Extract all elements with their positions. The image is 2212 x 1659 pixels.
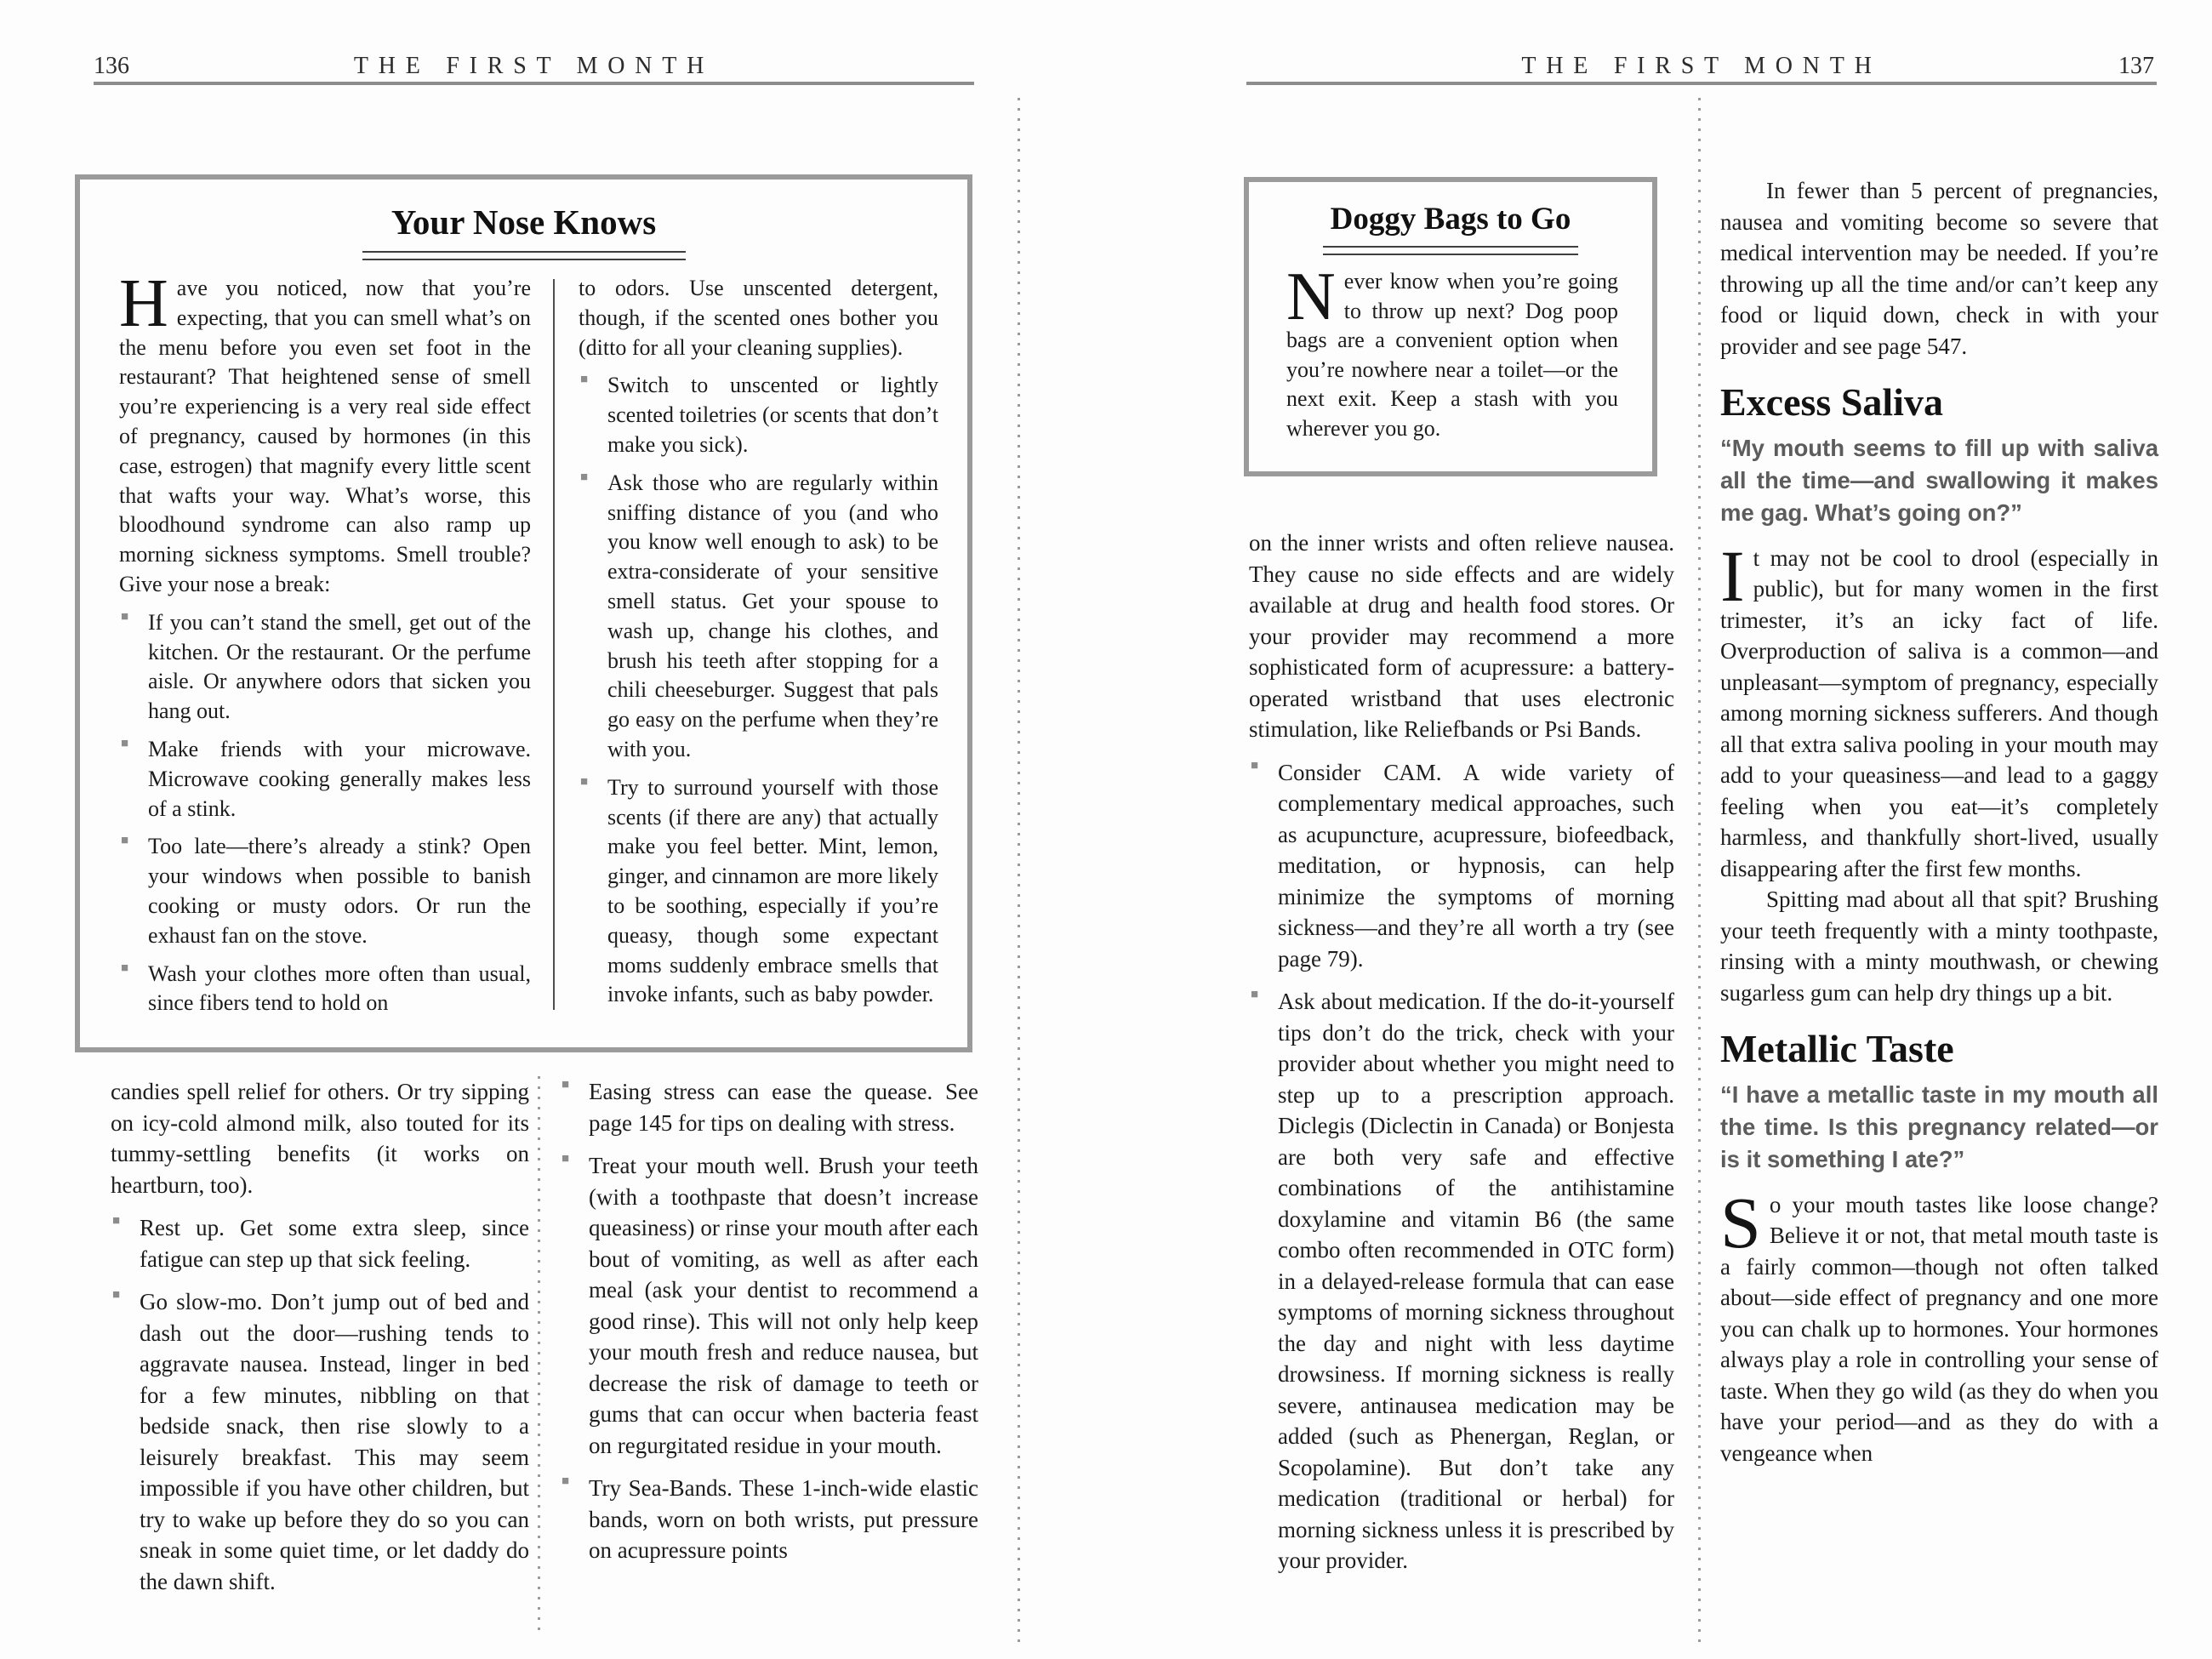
tip-box-your-nose-knows [75,174,972,1052]
page-number-left: 136 [94,53,129,79]
bullet-text: Wash your clothes more often than usual, since fibers tend to hold on [148,961,531,1016]
paragraph [119,266,531,600]
tip-box-column-2 [555,274,938,1018]
tip-box-title: Your Nose Knows [391,202,657,242]
paragraph [1720,175,2158,362]
tip-box-body [1249,255,1652,443]
drop-cap: S [1720,1181,1761,1263]
paragraph-text: o your mouth tastes like loose change? Believe it or not, that metal mouth taste is a fairly common—though not often talked about—side effect of pregnancy and one more you can chalk up to hormones. Your hormones always play a role in controlling your sense of taste. When they go wild (as they do when you have your period—and as they do with a vengeance when [1720,1191,2158,1466]
tip-box-title-underline [362,251,686,260]
header-rule-left [94,82,974,85]
page-number-right: 137 [2118,53,2154,79]
bullet-item [1249,757,1674,975]
tip-box-column-1 [119,266,531,1018]
bullet-item [579,371,938,459]
left-page-column-1 [111,1076,529,1597]
bullet-continuation [1249,527,1674,745]
left-page-column-2 [560,1076,978,1566]
bullet-text: Rest up. Get some extra sleep, since fatigue can step up that sick feeling. [140,1215,529,1272]
tip-box-doggy-bags-to-go [1244,177,1657,476]
drop-cap: I [1720,534,1745,617]
bullet-text: Go slow-mo. Don’t jump out of bed and dash out the door—rushing tends to aggravate nausea. Instead, linger in bed for a few minutes, nibbling on that bedside snack, then rise slowly to a leisurely breakfast. This may seem impossible if you have other children, but try to wake up before they do so you can sneak in some quiet time, or let daddy do the dawn shift. [140,1289,529,1594]
bullet-text: Treat your mouth well. Brush your teeth (with a toothpaste that doesn’t increase queasiness) or rinse your mouth after each bout of vomiting, as well as after each meal (ask your dentist to recommend a good rinse). This will not only help keep your mouth fresh and reduce nausea, but decrease the risk of damage to teeth or gums that can occur when bacteria feast on regurgitated residue in your mouth. [589,1153,978,1458]
column-divider-dotted-right-page [1698,98,1701,1642]
bullet-item [119,960,531,1019]
paragraph [1720,1181,2158,1469]
paragraph [1286,259,1618,443]
paragraph-text: candies spell relief for others. Or try sipping on icy-cold almond milk, also touted for its tummy-settling benefits (it works on heartburn, too). [111,1079,529,1198]
paragraph [1720,534,2158,885]
bullet-item [111,1212,529,1274]
bullet-item [119,832,531,950]
bullet-item [560,1150,978,1461]
bullet-text: Switch to unscented or lightly scented toiletries (or scents that don’t make you sick). [607,373,938,457]
section-heading-metallic-taste: Metallic Taste [1720,1027,1954,1070]
running-head-right: THE FIRST MONTH [1521,53,1882,79]
bullet-item [579,773,938,1010]
paragraph-text: on the inner wrists and often relieve nausea. They cause no side effects and are widely available at drug and health food stores. Or your provider may recommend a more sophisticated form of acupressure: a battery-operated wristband that uses electronic stimulation, like Reliefbands or Psi Bands. [1249,530,1674,742]
page-gutter-divider-dotted [1018,98,1020,1642]
bullet-text: Too late—there’s already a stink? Open your windows when possible to banish cooking or musty odors. Or run the exhaust fan on the stove. [148,834,531,948]
section-heading-excess-saliva: Excess Saliva [1720,380,1943,424]
bullet-text: Consider CAM. A wide variety of complementary medical approaches, such as acupuncture, acupressure, biofeedback, meditation, or hypnosis, can help minimize the symptoms of morning sickness—and they’re all worth a try (see page 79). [1278,759,1674,972]
bullet-text: Ask about medication. If the do-it-yourself tips don’t do the trick, check with your provider about whether you might need to step up to a prescription approach. Diclegis (Diclectin in Canada) or Bonjesta are both very safe and effective combinations of the antihistamine doxylamine and vitamin B6 (the same combo often recommended in OTC form) in a delayed-release formula that can ease symptoms of morning sickness throughout the day and night with less daytime drowsiness. If morning sickness is really severe, antinausea medication may be added (such as Phenergan, Reglan, or Scopolamine). But don’t take any medication (traditional or herbal) for morning sickness unless it is prescribed by your provider. [1278,989,1674,1573]
paragraph-text: t may not be cool to drool (especially in public), but for many women in the first trimester, it’s an icky fact of life. Overproduction of saliva is a common—and unpleasant—symptom of pregnancy, especially among morning sickness sufferers. And though all that extra saliva pooling in your mouth may add to your queasiness—and lead to a gaggy feeling when you eat—it’s completely harmless, and thankfully short-lived, usually disappearing after the first few months. [1720,544,2158,881]
bullet-item [560,1473,978,1566]
header-rule-right [1246,82,2157,85]
running-head-left: THE FIRST MONTH [353,53,715,79]
reader-question: “I have a metallic taste in my mouth all the time. Is this pregnancy related—or is it something I ate?” [1720,1080,2158,1172]
bullet-continuation [111,1076,529,1200]
bullet-item [579,469,938,765]
right-page-column-1 [1249,527,1674,1576]
drop-cap: N [1286,259,1336,334]
paragraph-text: Spitting mad about all that spit? Brushing your teeth frequently with a minty toothpaste, rinsing with a minty mouthwash, or chewing sugarless gum can help dry things up a bit. [1720,887,2158,1006]
tip-box-title: Doggy Bags to Go [1330,202,1571,237]
bullet-item [560,1076,978,1138]
bullet-text: Ask those who are regularly within sniffing distance of you (and who you know well enough to ask) to be extra-considerate of your sensitive smell status. Get your spouse to wash up, change his clothes, and brush his teeth after stopping for a chili cheeseburger. Suggest that pals go easy on the perfume when they’re with you. [607,470,938,761]
bullet-text: Easing stress can ease the quease. See page 145 for tips on dealing with stress. [589,1079,978,1136]
paragraph-text: to odors. Use unscented detergent, though, if the scented ones bother you (ditto for all your cleaning supplies). [579,276,938,360]
column-divider-dotted-left-page [538,1076,540,1638]
bullet-item [119,735,531,824]
tip-box-title-underline [1323,246,1578,255]
bullet-continuation [579,274,938,362]
bullet-text: Try Sea-Bands. These 1-inch-wide elastic bands, worn on both wrists, put pressure on acupressure points [589,1475,978,1563]
drop-cap: H [119,266,168,341]
reader-question: “My mouth seems to fill up with saliva all the time—and swallowing it makes me gag. What’s going on?” [1720,434,2158,526]
paragraph [1720,884,2158,1008]
bullet-text: Make friends with your microwave. Microwave cooking generally makes less of a stink. [148,736,531,821]
paragraph-text: In fewer than 5 percent of pregnancies, nausea and vomiting become so severe that medical intervention may be needed. If you’re throwing up all the time and/or can’t keep any food or liquid down, check in with your provider and see page 547. [1720,178,2158,359]
bullet-text: If you can’t stand the smell, get out of the kitchen. Or the restaurant. Or the perfume aisle. Or anywhere odors that sicken you hang out. [148,609,531,724]
paragraph-text: ave you noticed, now that you’re expecting, that you can smell what’s on the menu before you even set foot in the restaurant? That heightened sense of smell you’re experiencing is a very real side effect of pregnancy, caused by hormones (in this case, estrogen) that magnify every little scent that wafts your way. What’s worse, this bloodhound syndrome can also ramp up morning sickness symptoms. Smell trouble? Give your nose a break: [119,276,531,596]
right-page-column-2 [1720,175,2158,1468]
bullet-item [1249,986,1674,1576]
bullet-item [111,1286,529,1597]
bullet-item [119,608,531,727]
paragraph-text: ever know when you’re going to throw up next? Dog poop bags are a convenient option when you’re nowhere near a toilet—or the next exit. Keep a stash with you wherever you go. [1286,269,1618,441]
bullet-text: Try to surround yourself with those scents (if there are any) that actually make you feel better. Mint, lemon, ginger, and cinnamon are more likely to be soothing, especially if you’re queasy, though some expectant moms suddenly embrace smells that invoke infants, such as baby powder. [607,774,938,1007]
